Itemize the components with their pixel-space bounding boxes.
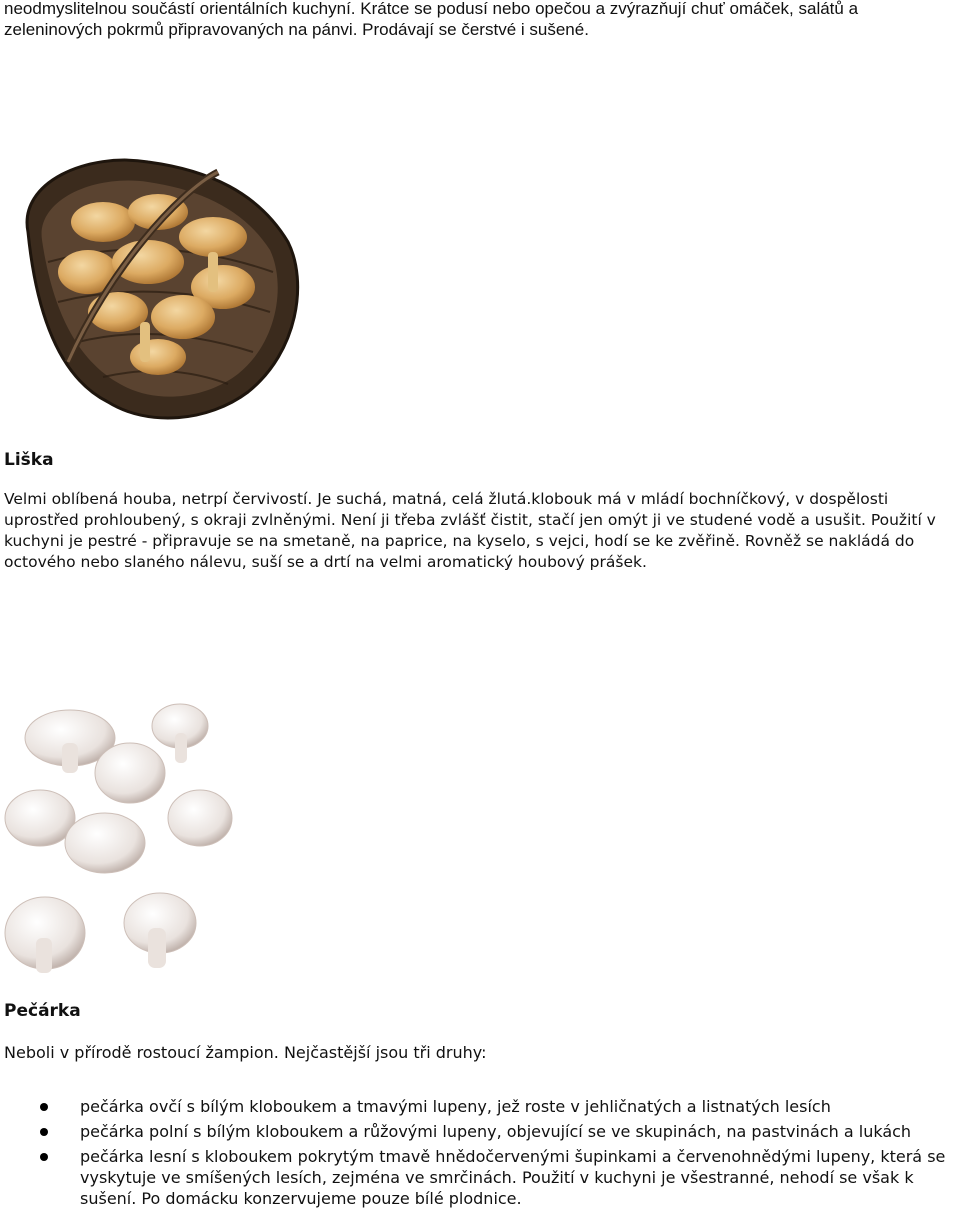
liska-paragraph: Velmi oblíbená houba, netrpí červivostí. Je suchá, matná, celá žlutá.klobouk má v mládí bochníčkový, v dospělosti uprostřed prohloubený, s okraji zvlněnými. Není ji třeba zvlášť čistit, stačí jen omýt ji ve studené vodě a usušit. Použití v kuchyni je pestré - připravuje se na smetaně, na paprice, na kyselo, s vejci, hodí se ke zvěřině. Rovněž se nakládá do octového nebo slaného nálevu, suší se a drtí na velmi aromatický houbový prášek.: [4, 490, 936, 571]
liska-heading: Liška: [4, 450, 54, 470]
list-item: pečárka ovčí s bílým kloboukem a tmavými lupeny, jež roste v jehličnatých a listnatých lesích: [0, 1096, 956, 1117]
basket-of-chanterelles-photo: [8, 152, 308, 428]
list-item: pečárka polní s bílým kloboukem a růžovými lupeny, objevující se ve skupinách, na pastvinách a lukách: [0, 1121, 956, 1142]
list-item: pečárka lesní s kloboukem pokrytým tmavě hnědočervenými šupinkami a červenohnědými lupeny, která se vyskytuje ve smíšených lesích, zejména ve smrčinách. Použití v kuchyni je všestranné, nehodí se však k sušení. Po domácku konzervujeme pouze bílé plodnice.: [0, 1146, 956, 1209]
pecarka-paragraph: Neboli v přírodě rostoucí žampion. Nejčastější jsou tři druhy:: [4, 1043, 487, 1062]
white-mushrooms-photo: [0, 698, 250, 986]
pecarka-heading: Pečárka: [4, 1001, 81, 1021]
intro-paragraph: neodmyslitelnou součástí orientálních kuchyní. Krátce se podusí nebo opečou a zvýrazňují chuť omáček, salátů a zeleninových pokrmů připravovaných na pánvi. Prodávají se čerstvé i sušené.: [4, 0, 859, 39]
pecarka-list: [0, 1096, 956, 1213]
